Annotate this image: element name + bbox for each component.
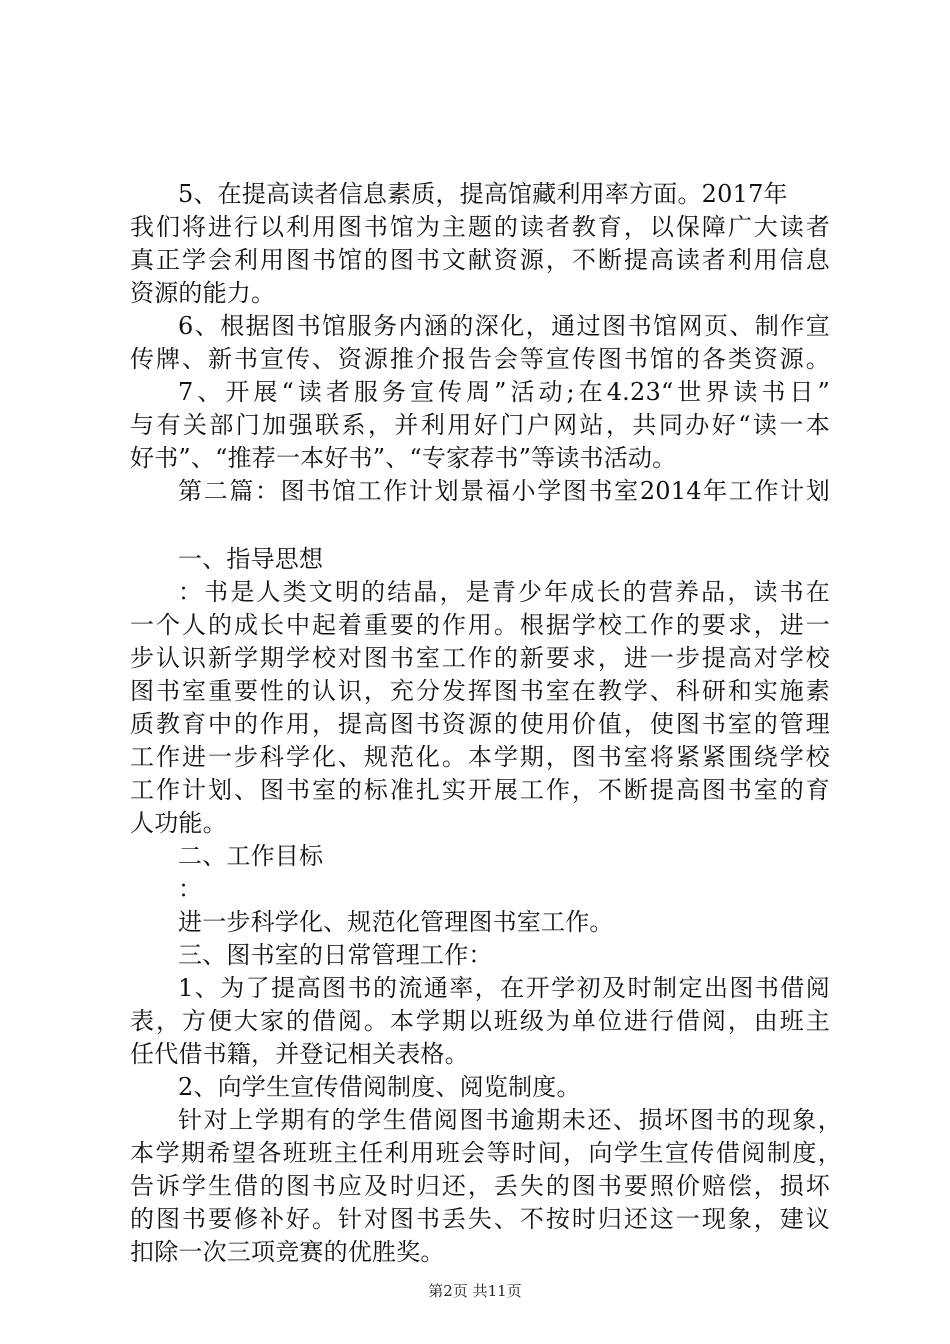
section-heading: 二、工作目标: [178, 842, 324, 870]
page-number: 第2页 共11页: [428, 1282, 522, 1300]
paragraph-line: 进一步科学化、规范化管理图书室工作。: [178, 908, 614, 936]
paragraph-line: ：书是人类文明的结晶，是青少年成长的营养品，读书在: [178, 578, 830, 606]
paragraph-line: 资源的能力。: [130, 279, 276, 307]
paragraph-line: 步认识新学期学校对图书室工作的新要求，进一步提高对学校: [130, 644, 830, 672]
paragraph-line: 6、根据图书馆服务内涵的深化，通过图书馆网页、制作宣: [178, 312, 830, 340]
paragraph-line: 告诉学生借的图书应及时归还，丢失的图书要照价赔偿，损坏: [130, 1172, 830, 1200]
paragraph-line: 扣除一次三项竞赛的优胜奖。: [130, 1238, 445, 1266]
paragraph-line: 真正学会利用图书馆的图书文献资源，不断提高读者利用信息: [130, 246, 830, 274]
paragraph-line: 本学期希望各班班主任利用班会等时间，向学生宣传借阅制度，: [130, 1139, 842, 1167]
paragraph-line: 1、为了提高图书的流通率，在开学初及时制定出图书借阅: [178, 974, 830, 1002]
section-heading: 一、指导思想: [178, 545, 324, 573]
paragraph-line: 针对上学期有的学生借阅图书逾期未还、损坏图书的现象，: [178, 1106, 842, 1134]
paragraph-line: 表，方便大家的借阅。本学期以班级为单位进行借阅，由班主: [130, 1007, 830, 1035]
paragraph-line: 的图书要修补好。针对图书丢失、不按时归还这一现象，建议: [130, 1205, 830, 1233]
paragraph-line: 7、开展“读者服务宣传周”活动;在4.23“世界读书日”: [178, 378, 830, 406]
paragraph-line: 我们将进行以利用图书馆为主题的读者教育，以保障广大读者: [130, 213, 830, 241]
paragraph-line: 质教育中的作用，提高图书资源的使用价值，使图书室的管理: [130, 710, 830, 738]
paragraph-line: 一个人的成长中起着重要的作用。根据学校工作的要求，进一: [130, 611, 830, 639]
paragraph-line: ：: [178, 875, 203, 903]
paragraph-line: 图书室重要性的认识，充分发挥图书室在教学、科研和实施素: [130, 677, 830, 705]
paragraph-line: 工作计划、图书室的标准扎实开展工作，不断提高图书室的育: [130, 776, 830, 804]
paragraph-line: 工作进一步科学化、规范化。本学期，图书室将紧紧围绕学校: [130, 743, 830, 771]
paragraph-line: 5、在提高读者信息素质，提高馆藏利用率方面。2017年: [178, 180, 788, 208]
section-heading: 三、图书室的日常管理工作：: [178, 941, 493, 969]
paragraph-line: 传牌、新书宣传、资源推介报告会等宣传图书馆的各类资源。: [130, 345, 830, 373]
section-heading: 第二篇：图书馆工作计划景福小学图书室2014年工作计划: [178, 477, 830, 505]
paragraph-line: 与有关部门加强联系，并利用好门户网站，共同办好“读一本: [130, 411, 830, 439]
paragraph-line: 2、向学生宣传借阅制度、阅览制度。: [178, 1073, 581, 1101]
paragraph-line: 任代借书籍，并登记相关表格。: [130, 1040, 469, 1068]
paragraph-line: 人功能。: [130, 809, 227, 837]
paragraph-line: 好书”、“推荐一本好书”、“专家荐书”等读书活动。: [130, 444, 677, 472]
